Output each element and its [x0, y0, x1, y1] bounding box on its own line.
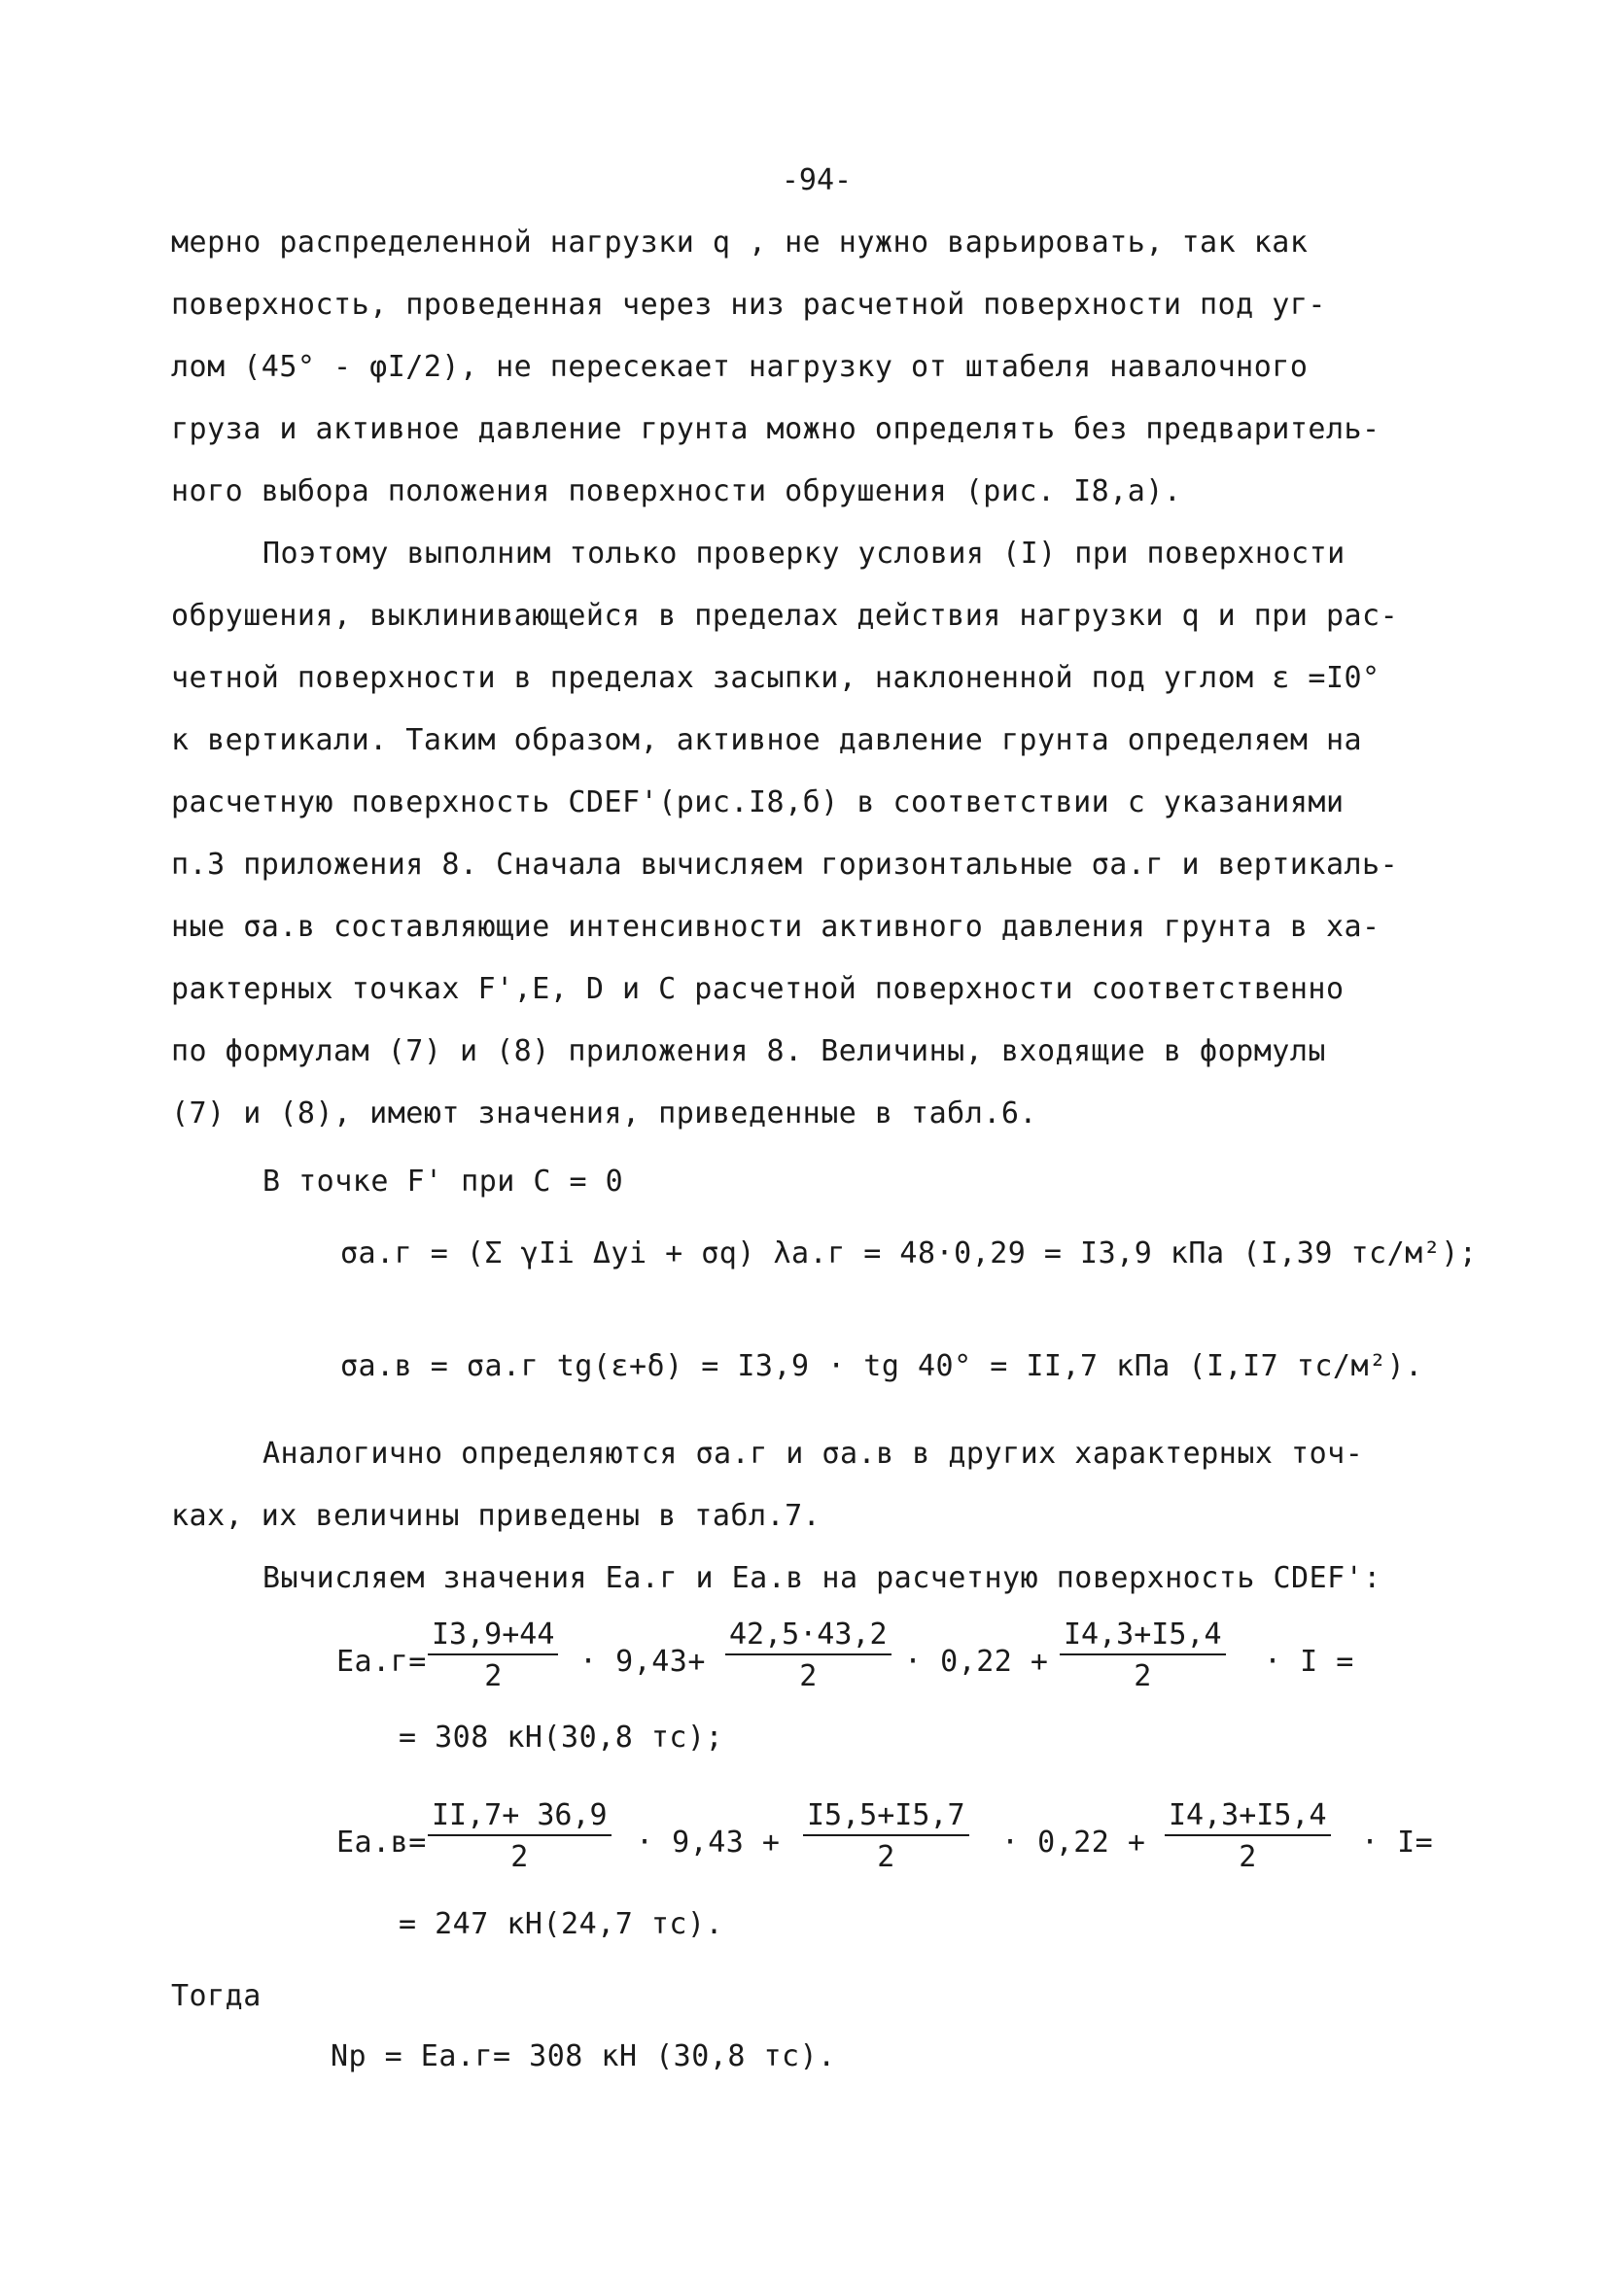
equation-operator: · 9,43 + [636, 1826, 781, 1860]
fraction [428, 1798, 612, 1874]
fraction [1060, 1618, 1226, 1693]
paragraph2-line: ные σa.в составляющие интенсивности активного давления грунта в ха- [171, 910, 1381, 944]
paragraph1-line: ного выбора положения поверхности обрушения (рис. I8,а). [171, 474, 1182, 508]
point-condition-line: В точке F' при C = 0 [262, 1165, 624, 1199]
paragraph1-line: груза и активное давление грунта можно определять без предваритель- [171, 412, 1381, 446]
formula-sigma-vertical: σa.в = σa.г tg(ε+δ) = I3,9 · tg 40° = II,7 кПа (I,I7 тс/м²). [340, 1349, 1423, 1383]
fraction-denominator: 2 [799, 1659, 818, 1693]
equation-operator: · 0,22 + [1001, 1826, 1146, 1860]
paragraph2-line: рактерных точках F',E, D и C расчетной поверхности соответственно [171, 972, 1345, 1006]
fraction-numerator: 42,5·43,2 [725, 1618, 891, 1655]
fraction [428, 1618, 558, 1693]
equation-lhs: Ea.в= [336, 1826, 427, 1860]
equation-lhs: Ea.г= [336, 1645, 427, 1679]
page-number: -94- [781, 163, 853, 197]
paragraph3-line: ках, их величины приведены в табл.7. [171, 1499, 821, 1533]
equation-operator: · 0,22 + [904, 1645, 1049, 1679]
paragraph2-line: по формулам (7) и (8) приложения 8. Величины, входящие в формулы [171, 1034, 1326, 1068]
fraction-numerator: I4,3+I5,4 [1060, 1618, 1226, 1655]
then-word: Тогда [171, 1979, 262, 2013]
paragraph2-line: (7) и (8), имеют значения, приведенные в табл.6. [171, 1096, 1037, 1131]
paragraph2-line: расчетную поверхность CDEF'(рис.I8,б) в соответствии с указаниями [171, 785, 1345, 819]
paragraph2-line: к вертикали. Таким образом, активное давление грунта определяем на [171, 723, 1363, 757]
equation-operator: · I= [1361, 1826, 1434, 1860]
fraction-numerator: I3,9+44 [428, 1618, 558, 1655]
fraction [725, 1618, 891, 1693]
fraction-denominator: 2 [1239, 1840, 1257, 1874]
equation-result: = 247 кН(24,7 тс). [399, 1907, 724, 1941]
paragraph1-line: мерно распределенной нагрузки q , не нужно варьировать, так как [171, 226, 1309, 260]
fraction [803, 1798, 969, 1874]
formula-sigma-horizontal: σa.г = (Σ γIi Δyi + σq) λa.г = 48·0,29 = I3,9 кПа (I,39 тс/м²); [340, 1236, 1478, 1270]
paragraph1-line: поверхность, проведенная через низ расчетной поверхности под уг- [171, 288, 1326, 322]
final-equation: Np = Ea.г= 308 кН (30,8 тс). [331, 2039, 836, 2073]
paragraph1-line: лом (45° - φI/2), не пересекает нагрузку от штабеля навалочного [171, 350, 1309, 384]
fraction-numerator: I4,3+I5,4 [1165, 1798, 1331, 1836]
fraction-denominator: 2 [484, 1659, 503, 1693]
paragraph2-line: обрушения, выклинивающейся в пределах действия нагрузки q и при рас- [171, 599, 1399, 633]
paragraph2-line: п.3 приложения 8. Сначала вычисляем горизонтальные σa.г и вертикаль- [171, 848, 1399, 882]
equation-operator: · 9,43+ [579, 1645, 706, 1679]
paragraph3-line: Аналогично определяются σa.г и σa.в в других характерных точ- [262, 1437, 1364, 1471]
fraction-numerator: I5,5+I5,7 [803, 1798, 969, 1836]
calculation-intro-line: Вычисляем значения Ea.г и Ea.в на расчетную поверхность CDEF': [262, 1561, 1381, 1595]
equation-operator: · I = [1264, 1645, 1354, 1679]
paragraph2-line: четной поверхности в пределах засыпки, наклоненной под углом ε =I0° [171, 661, 1381, 695]
equation-result: = 308 кН(30,8 тс); [399, 1721, 724, 1755]
fraction [1165, 1798, 1331, 1874]
paragraph2-line: Поэтому выполним только проверку условия (I) при поверхности [262, 537, 1346, 571]
fraction-numerator: II,7+ 36,9 [428, 1798, 612, 1836]
fraction-denominator: 2 [510, 1840, 529, 1874]
fraction-denominator: 2 [877, 1840, 895, 1874]
fraction-denominator: 2 [1134, 1659, 1152, 1693]
